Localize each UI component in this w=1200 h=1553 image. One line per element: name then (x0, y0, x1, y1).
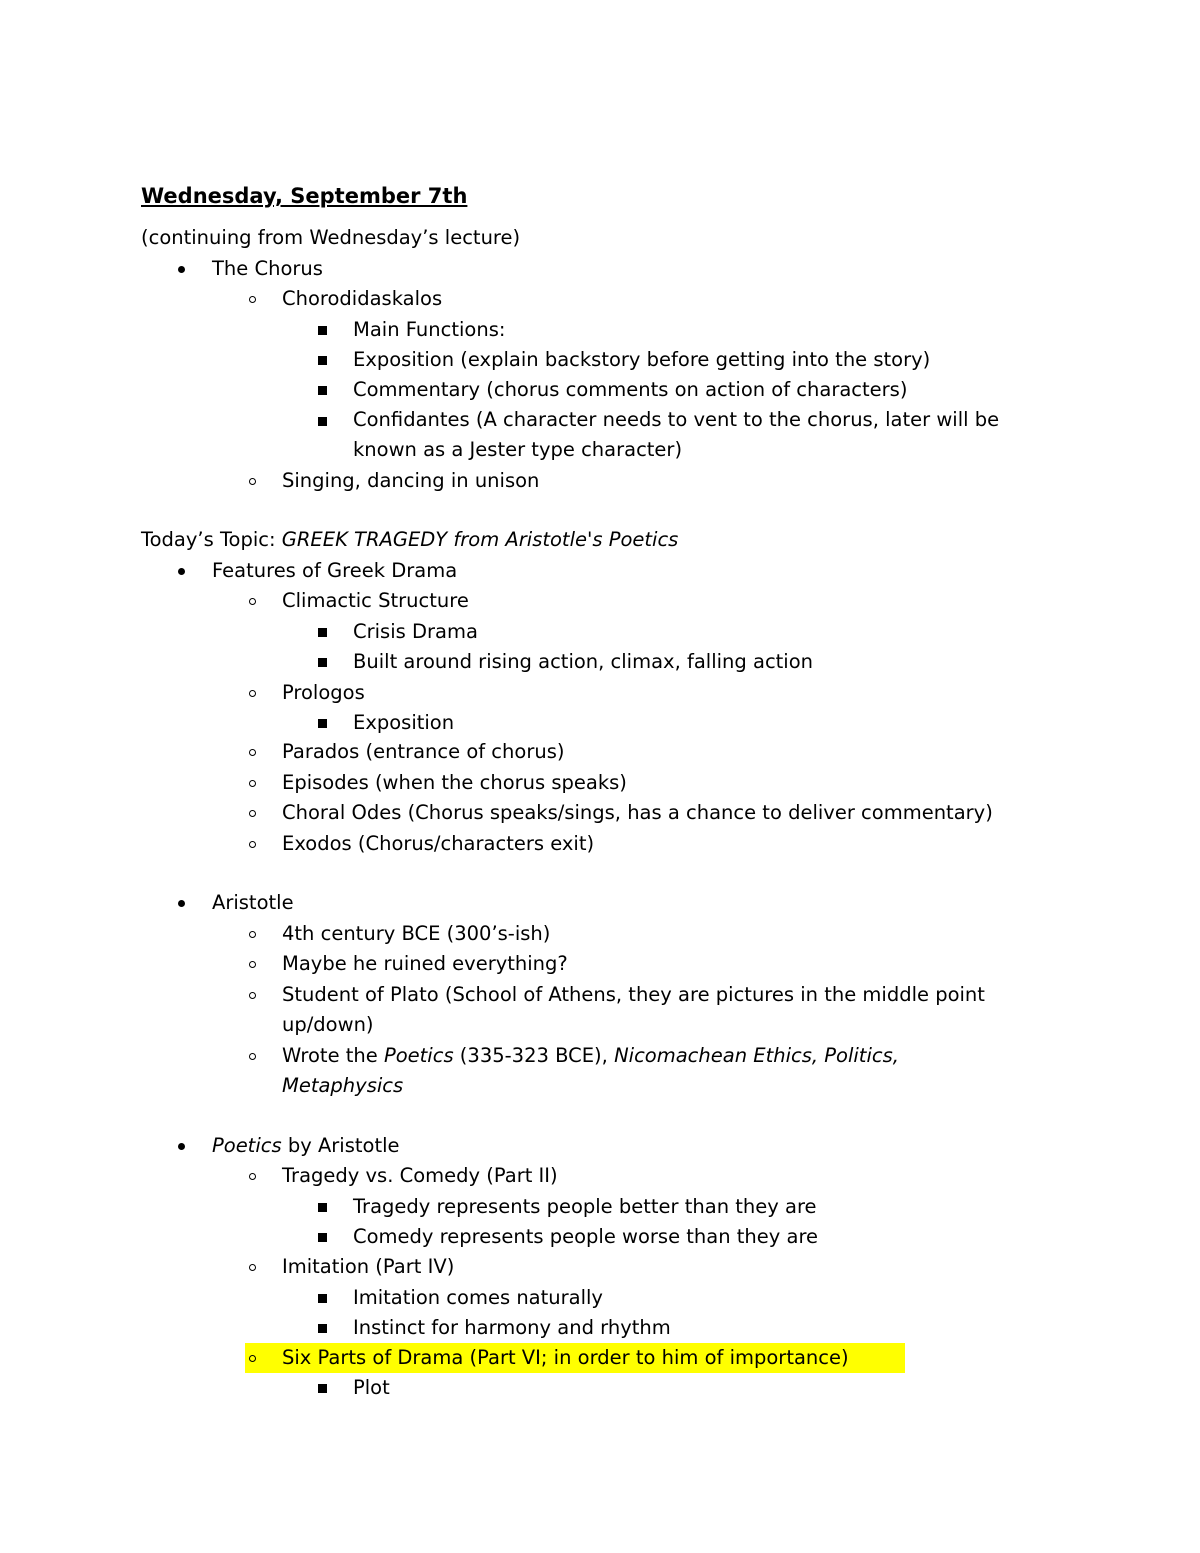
page-title: Wednesday, September 7th (141, 184, 468, 208)
intro-note: (continuing from Wednesday’s lecture) (141, 226, 521, 249)
list-item-wrote-cont (282, 1071, 403, 1101)
list-item-century: 4th century BCE (300’s-ish) (282, 922, 551, 945)
list-item-episodes: Episodes (when the chorus speaks) (282, 771, 627, 794)
bullet-circle-icon (249, 749, 256, 756)
list-item-parados: Parados (entrance of chorus) (282, 740, 565, 763)
bullet-disc-icon (178, 266, 185, 273)
topic-line (141, 525, 678, 555)
list-item-aristotle: Aristotle (212, 891, 294, 914)
bullet-circle-icon (249, 1264, 256, 1271)
bullet-disc-icon (178, 568, 185, 575)
list-item-built: Built around rising action, climax, falling action (353, 650, 814, 673)
bullet-square-icon (318, 1294, 327, 1303)
topic-label: Today’s Topic: (141, 528, 282, 551)
list-item-singing: Singing, dancing in unison (282, 469, 540, 492)
list-item-chorus: The Chorus (212, 257, 323, 280)
bullet-disc-icon (178, 900, 185, 907)
bullet-circle-icon (249, 1173, 256, 1180)
bullet-square-icon (318, 658, 327, 667)
bullet-circle-icon (249, 841, 256, 848)
list-item-confidantes-cont: known as a Jester type character) (353, 438, 683, 461)
bullet-square-icon (318, 386, 327, 395)
list-item-comedy-worse: Comedy represents people worse than they are (353, 1225, 819, 1248)
list-item-instinct: Instinct for harmony and rhythm (353, 1316, 671, 1339)
list-item-prologos: Prologos (282, 681, 365, 704)
list-item-climactic: Climactic Structure (282, 589, 469, 612)
list-item-tragedy-vs-comedy: Tragedy vs. Comedy (Part II) (282, 1164, 558, 1187)
list-item-tragedy-better: Tragedy represents people better than they are (353, 1195, 817, 1218)
topic-value: GREEK TRAGEDY from Aristotle's Poetics (281, 528, 679, 551)
poetics-title-italic: Poetics (212, 1134, 282, 1157)
list-item-imitation-natural: Imitation comes naturally (353, 1286, 603, 1309)
list-item-student: Student of Plato (School of Athens, they are pictures in the middle point (282, 983, 985, 1006)
wrote-prefix: Wrote the (282, 1044, 384, 1067)
bullet-circle-icon (249, 296, 256, 303)
wrote-mid: (335-323 BCE), (453, 1044, 615, 1067)
list-item-six-parts: Six Parts of Drama (Part VI; in order to him of importance) (282, 1346, 849, 1369)
wrote-line2: Metaphysics (282, 1074, 404, 1097)
wrote-poetics: Poetics (383, 1044, 454, 1067)
list-item-exodos: Exodos (Chorus/characters exit) (282, 832, 595, 855)
bullet-square-icon (318, 1324, 327, 1333)
bullet-disc-icon (178, 1143, 185, 1150)
list-item-wrote (282, 1041, 899, 1071)
bullet-circle-icon (249, 992, 256, 999)
list-item-crisis: Crisis Drama (353, 620, 478, 643)
list-item-main-functions: Main Functions: (353, 318, 506, 341)
poetics-title-rest: by Aristotle (281, 1134, 400, 1157)
bullet-square-icon (318, 417, 327, 426)
list-item-exposition: Exposition (explain backstory before getting into the story) (353, 348, 931, 371)
list-item-choral-odes: Choral Odes (Chorus speaks/sings, has a chance to deliver commentary) (282, 801, 993, 824)
list-item-plot: Plot (353, 1376, 390, 1399)
bullet-square-icon (318, 1233, 327, 1242)
list-item-student-cont: up/down) (282, 1013, 374, 1036)
list-item-prologos-exposition: Exposition (353, 711, 455, 734)
bullet-circle-icon (249, 961, 256, 968)
bullet-square-icon (318, 719, 327, 728)
bullet-square-icon (318, 1203, 327, 1212)
bullet-circle-icon (249, 810, 256, 817)
bullet-square-icon (318, 326, 327, 335)
bullet-square-icon (318, 1384, 327, 1393)
list-item-imitation: Imitation (Part IV) (282, 1255, 455, 1278)
bullet-circle-icon (249, 780, 256, 787)
bullet-circle-icon (249, 598, 256, 605)
list-item-poetics (212, 1131, 400, 1161)
bullet-circle-icon (249, 690, 256, 697)
bullet-circle-icon (249, 1053, 256, 1060)
list-item-chorodidaskalos: Chorodidaskalos (282, 287, 443, 310)
list-item-ruined: Maybe he ruined everything? (282, 952, 568, 975)
list-item-commentary: Commentary (chorus comments on action of characters) (353, 378, 908, 401)
bullet-circle-icon (249, 931, 256, 938)
bullet-square-icon (318, 628, 327, 637)
list-item-confidantes: Confidantes (A character needs to vent to the chorus, later will be (353, 408, 1000, 431)
bullet-square-icon (318, 356, 327, 365)
bullet-circle-icon (249, 1355, 256, 1362)
wrote-works: Nicomachean Ethics, Politics, (614, 1044, 899, 1067)
list-item-features: Features of Greek Drama (212, 559, 458, 582)
bullet-circle-icon (249, 478, 256, 485)
